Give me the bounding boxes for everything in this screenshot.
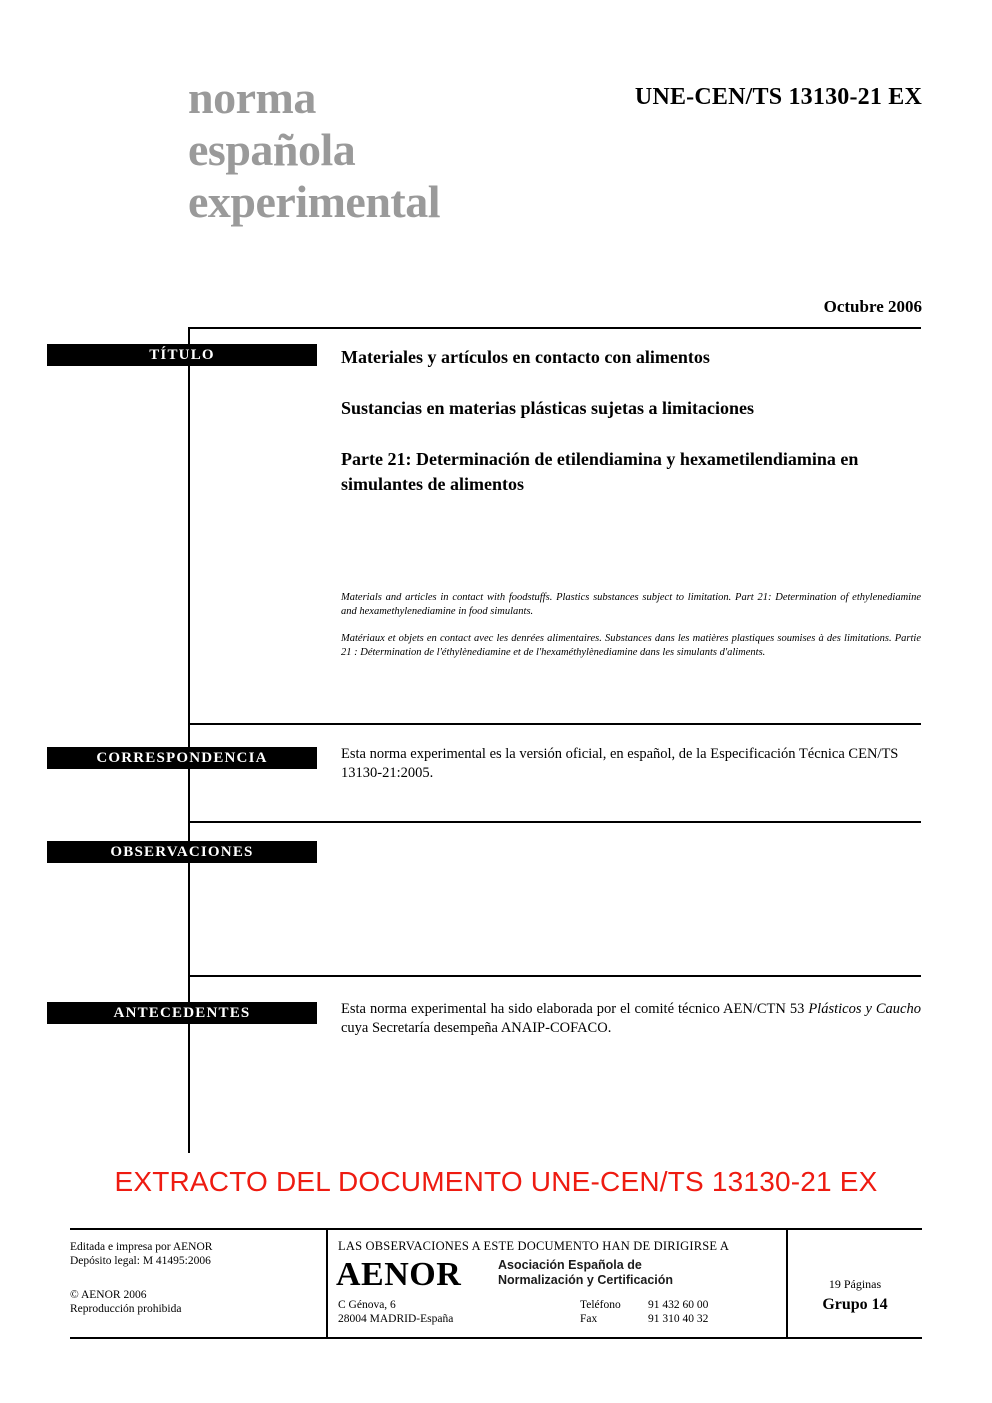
footer-fax-label: Fax [580,1313,598,1325]
antecedentes-text-part2: cuya Secretaría desempeña ANAIP-COFACO. [341,1020,612,1036]
title-block [341,345,921,497]
correspondencia-text: Esta norma experimental es la versión oficial, en español, de la Especificación Técnica CEN/TS 13130-21:2005. [341,746,899,781]
rule-correspondencia-bottom [188,821,921,823]
footer-address-line-2: 28004 MADRID-España [338,1313,454,1325]
footer-rule-bottom [70,1337,922,1339]
antecedentes-text [341,1000,921,1038]
footer-observations-heading: LAS OBSERVACIONES A ESTE DOCUMENTO HAN DE DIRIGIRSE A [338,1239,730,1253]
document-code: UNE-CEN/TS 13130-21 EX [634,84,922,110]
footer-phone-label: Teléfono [580,1299,621,1311]
rule-titulo-bottom [188,723,921,725]
footer-edition-info [70,1240,320,1316]
title-line-2: Sustancias en materias plásticas sujetas a limitaciones [341,398,754,418]
spine-titulo [188,327,190,725]
footer-contact-values [648,1298,708,1326]
aenor-logo-subtitle-line-1: Asociación Española de [498,1258,642,1272]
rule-top [188,327,921,329]
footer-contact-labels [580,1298,621,1326]
document-date: Octubre 2006 [823,297,922,316]
masthead-line-1: norma [188,72,316,123]
footer-copyright-line-1: © AENOR 2006 [70,1289,147,1301]
title-translation-fr: Matériaux et objets en contact avec les denrées alimentaires. Substances dans les matières plastiques soumises à des limitations. Partie 21 : Détermination de l'éthylènediamine et de l'hexaméthylènediamine dans les simulants d'aliments. [341,633,921,658]
spine-correspondencia [188,723,190,823]
title-line-1: Materiales y artículos en contacto con alimentos [341,347,710,367]
footer-fax-value: 91 310 40 32 [648,1313,709,1325]
antecedentes-text-italic: Plásticos y Caucho [808,1001,921,1017]
section-tag-correspondencia: CORRESPONDENCIA [47,747,317,769]
footer-copyright-line-2: Reproducción prohibida [70,1303,182,1315]
title-line-3: Parte 21: Determinación de etilendiamina y hexametilendiamina en simulantes de alimentos [341,449,859,494]
footer-divider-left [326,1228,328,1339]
aenor-logo-subtitle-line-2: Normalización y Certificación [498,1273,674,1287]
section-tag-titulo: TÍTULO [47,344,317,366]
footer-address [338,1298,453,1326]
aenor-logo: AENOR [336,1256,462,1293]
masthead-line-2: española [188,124,356,175]
footer-page-count: 19 Páginas [828,1277,882,1291]
footer-address-line-1: C Génova, 6 [338,1299,396,1311]
section-tag-observaciones: OBSERVACIONES [47,841,317,863]
footer-rule-top [70,1228,922,1230]
footer-group: Grupo 14 [822,1296,888,1313]
title-translations [341,591,921,660]
section-tag-antecedentes: ANTECEDENTES [47,1002,317,1024]
title-translation-en: Materials and articles in contact with foodstuffs. Plastics substances subject to limitation. Part 21: Determination of ethylenediamine and hexamethylenediamine in food simulants. [341,592,921,617]
masthead-line-3: experimental [188,176,441,227]
masthead [188,72,608,228]
footer-edited-line-2: Depósito legal: M 41495:2006 [70,1255,211,1267]
footer-phone-value: 91 432 60 00 [648,1299,709,1311]
antecedentes-text-part1: Esta norma experimental ha sido elaborada por el comité técnico AEN/CTN 53 [341,1001,809,1017]
extract-banner: EXTRACTO DEL DOCUMENTO UNE-CEN/TS 13130-21 EX [114,1166,878,1197]
footer-edited-line-1: Editada e impresa por AENOR [70,1241,213,1253]
rule-observaciones-bottom [188,975,921,977]
aenor-logo-subtitle [498,1258,673,1288]
